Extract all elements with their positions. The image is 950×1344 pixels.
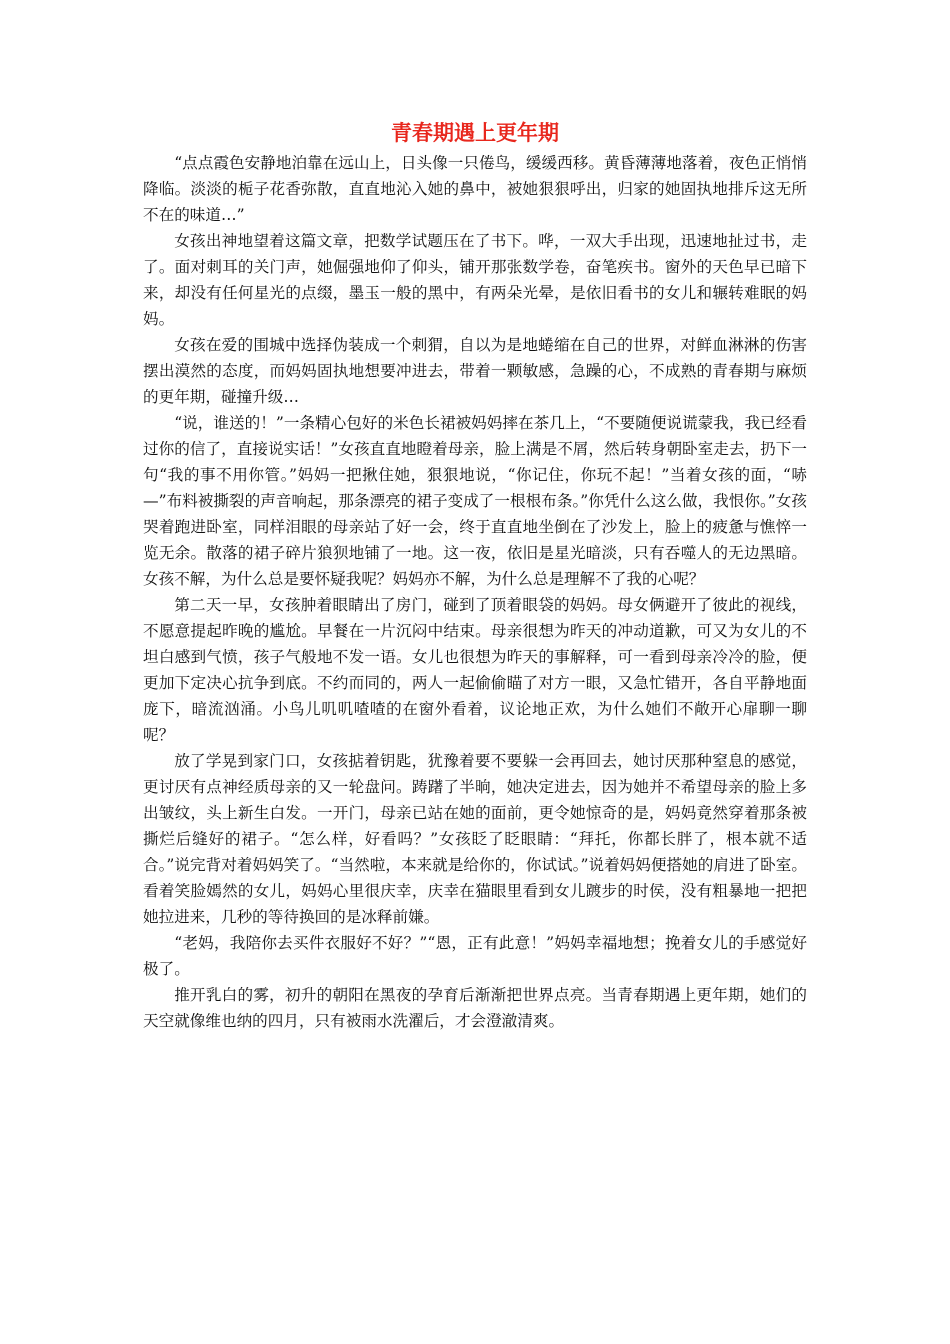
paragraph-7: “老妈，我陪你去买件衣服好不好？”“恩，正有此意！”妈妈幸福地想；挽着女儿的手感觉好极了。 <box>143 934 807 978</box>
paragraph-1: “点点霞色安静地泊靠在远山上，日头像一只倦鸟，缓缓西移。黄昏薄薄地落着，夜色正悄悄降临。淡淡的栀子花香弥散，直直地沁入她的鼻中，被她狠狠呼出，归家的她固执地排斥这无所不在的味道…” <box>143 154 807 224</box>
paragraph-6: 放了学晃到家门口，女孩掂着钥匙，犹豫着要不要躲一会再回去，她讨厌那种窒息的感觉，更讨厌有点神经质母亲的又一轮盘问。踌躇了半晌，她决定进去，因为她并不希望母亲的脸上多出皱纹，头上新生白发。一开门，母亲已站在她的面前，更令她惊奇的是，妈妈竟然穿着那条被撕烂后缝好的裙子。“怎么样，好看吗？”女孩眨了眨眼睛：“拜托，你都长胖了，根本就不适合。”说完背对着妈妈笑了。“当然啦，本来就是给你的，你试试。”说着妈妈便搭她的肩进了卧室。看着笑脸嫣然的女儿，妈妈心里很庆幸，庆幸在猫眼里看到女儿踱步的时侯，没有粗暴地一把把她拉进来，几秒的等待换回的是冰释前嫌。 <box>143 752 807 926</box>
paragraph-3: 女孩在爱的围城中选择伪装成一个刺猬，自以为是地蜷缩在自己的世界，对鲜血淋淋的伤害摆出漠然的态度，而妈妈固执地想要冲进去，带着一颗敏感，急躁的心，不成熟的青春期与麻烦的更年期，碰撞升级… <box>143 336 807 406</box>
paragraph-5: 第二天一早，女孩肿着眼睛出了房门，碰到了顶着眼袋的妈妈。母女俩避开了彼此的视线，不愿意提起昨晚的尴尬。早餐在一片沉闷中结束。母亲很想为昨天的冲动道歉，可又为女儿的不坦白感到气愤，孩子气般地不发一语。女儿也很想为昨天的事解释，可一看到母亲冷冷的脸，便更加下定决心抗争到底。不约而同的，两人一起偷偷瞄了对方一眼，又急忙错开，各自平静地面庞下，暗流汹涌。小鸟儿叽叽喳喳的在窗外看着，议论地正欢，为什么她们不敞开心扉聊一聊呢？ <box>143 596 807 744</box>
article-body <box>143 118 807 1034</box>
paragraph-8: 推开乳白的雾，初升的朝阳在黑夜的孕育后渐渐把世界点亮。当青春期遇上更年期，她们的天空就像维也纳的四月，只有被雨水洗濯后，才会澄澈清爽。 <box>143 986 807 1030</box>
paragraph-4: “说，谁送的！”一条精心包好的米色长裙被妈妈摔在茶几上，“不要随便说谎蒙我，我已经看过你的信了，直接说实话！”女孩直直地瞪着母亲，脸上满是不屑，然后转身朝卧室走去，扔下一句“我的事不用你管。”妈妈一把揪住她，狠狠地说，“你记住，你玩不起！”当着女孩的面，“哧—”布料被撕裂的声音响起，那条漂亮的裙子变成了一根根布条。”你凭什么这么做，我恨你。”女孩哭着跑进卧室，同样泪眼的母亲站了好一会，终于直直地坐倒在了沙发上，脸上的疲惫与憔悴一览无余。散落的裙子碎片狼狈地铺了一地。这一夜，依旧是星光暗淡，只有吞噬人的无边黑暗。女孩不解，为什么总是要怀疑我呢？妈妈亦不解，为什么总是理解不了我的心呢？ <box>143 414 807 588</box>
article-title: 青春期遇上更年期 <box>391 120 559 145</box>
paragraph-2: 女孩出神地望着这篇文章，把数学试题压在了书下。哗，一双大手出现，迅速地扯过书，走了。面对刺耳的关门声，她倔强地仰了仰头，铺开那张数学卷，奋笔疾书。窗外的天色早已暗下来，却没有任何星光的点缀，墨玉一般的黑中，有两朵光晕，是依旧看书的女儿和辗转难眠的妈妈。 <box>143 232 807 328</box>
